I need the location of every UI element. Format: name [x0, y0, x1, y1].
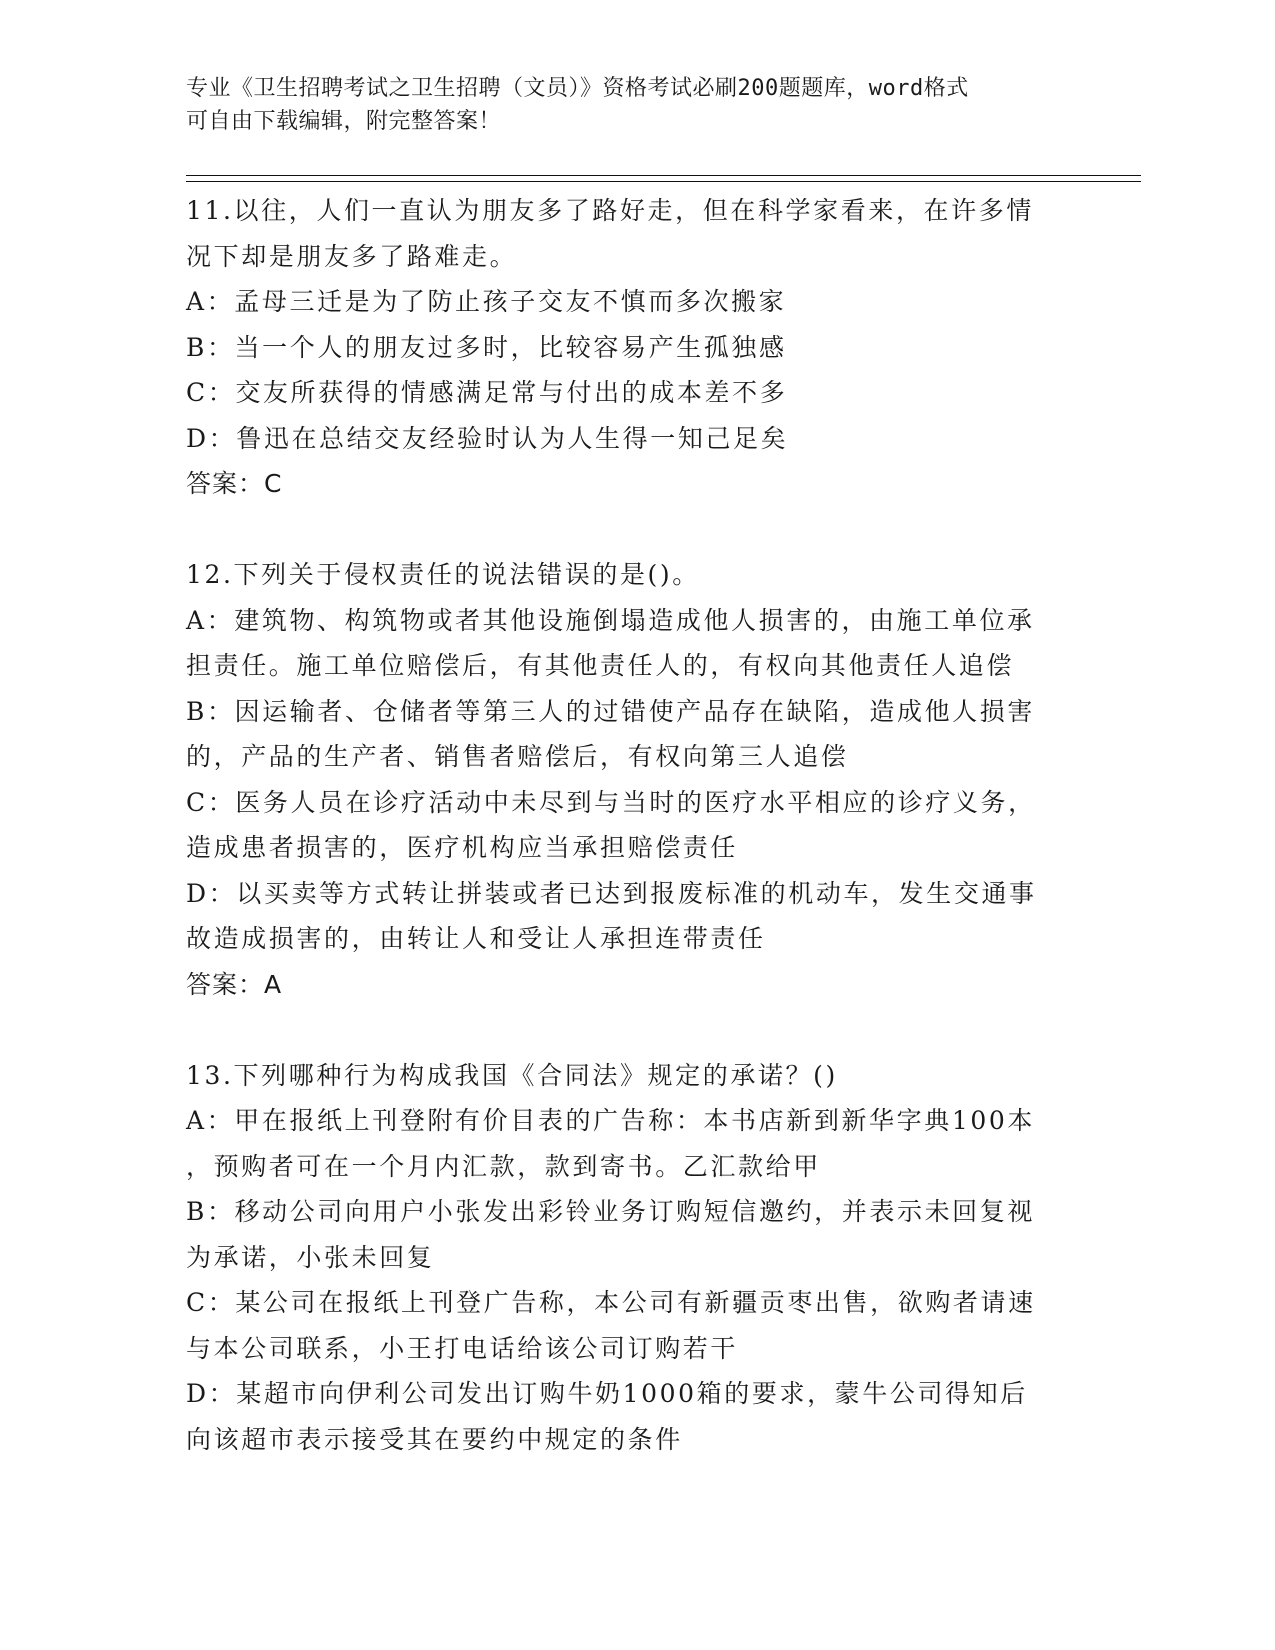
option-d: D：以买卖等方式转让拼装或者已达到报废标准的机动车，发生交通事 — [186, 878, 1037, 908]
option-c: C：交友所获得的情感满足常与付出的成本差不多 — [186, 378, 788, 407]
option-a: A：甲在报纸上刊登附有价目表的广告称：本书店新到新华字典100本 — [186, 1106, 1035, 1135]
option-a-cont: 担责任。施工单位赔偿后，有其他责任人的，有权向其他责任人追偿 — [186, 651, 1015, 680]
option-c: C：医务人员在诊疗活动中未尽到与当时的医疗水平相应的诊疗义务， — [186, 787, 1036, 817]
option-a: A：建筑物、构筑物或者其他设施倒塌造成他人损害的，由施工单位承 — [186, 605, 1035, 635]
question-list — [186, 188, 1086, 1462]
header-divider-bottom — [186, 181, 1141, 182]
option-d-cont: 向该超市表示接受其在要约中规定的条件 — [186, 1424, 683, 1454]
spacer — [186, 1007, 1086, 1053]
question-stem: 况下却是朋友多了路难走。 — [186, 241, 518, 271]
option-b-cont: 的，产品的生产者、销售者赔偿后，有权向第三人追偿 — [186, 742, 849, 771]
question-11 — [186, 188, 1086, 507]
header-line-1: 专业《卫生招聘考试之卫生招聘（文员）》资格考试必刷200题题库，word格式 — [186, 76, 969, 101]
spacer — [186, 507, 1086, 553]
option-b: B：移动公司向用户小张发出彩铃业务订购短信邀约，并表示未回复视 — [186, 1197, 1035, 1226]
document-header — [186, 72, 1066, 138]
option-a-cont: ，预购者可在一个月内汇款，款到寄书。乙汇款给甲 — [186, 1151, 821, 1181]
option-d: D：鲁迅在总结交友经验时认为人生得一知己足矣 — [186, 423, 789, 453]
option-a: A：孟母三迁是为了防止孩子交友不慎而多次搬家 — [186, 287, 787, 316]
question-stem: 13.下列哪种行为构成我国《合同法》规定的承诺？() — [186, 1060, 838, 1090]
header-divider-top — [186, 175, 1141, 176]
answer-label: 答案：C — [186, 469, 283, 498]
option-b: B：当一个人的朋友过多时，比较容易产生孤独感 — [186, 332, 787, 362]
question-12 — [186, 552, 1086, 1007]
header-line-2: 可自由下载编辑，附完整答案！ — [186, 109, 502, 134]
question-13 — [186, 1053, 1086, 1463]
option-c-cont: 造成患者损害的，医疗机构应当承担赔偿责任 — [186, 833, 739, 862]
option-b: B：因运输者、仓储者等第三人的过错使产品存在缺陷，造成他人损害 — [186, 696, 1035, 726]
answer-label: 答案：A — [186, 969, 283, 999]
question-stem: 12.下列关于侵权责任的说法错误的是()。 — [186, 560, 700, 589]
option-d: D：某超市向伊利公司发出订购牛奶1000箱的要求，蒙牛公司得知后 — [186, 1379, 1028, 1408]
option-b-cont: 为承诺，小张未回复 — [186, 1242, 435, 1272]
option-d-cont: 故造成损害的，由转让人和受让人承担连带责任 — [186, 924, 766, 953]
question-stem: 11.以往，人们一直认为朋友多了路好走，但在科学家看来，在许多情 — [186, 196, 1034, 225]
option-c: C：某公司在报纸上刊登广告称，本公司有新疆贡枣出售，欲购者请速 — [186, 1288, 1036, 1317]
option-c-cont: 与本公司联系，小王打电话给该公司订购若干 — [186, 1333, 739, 1363]
